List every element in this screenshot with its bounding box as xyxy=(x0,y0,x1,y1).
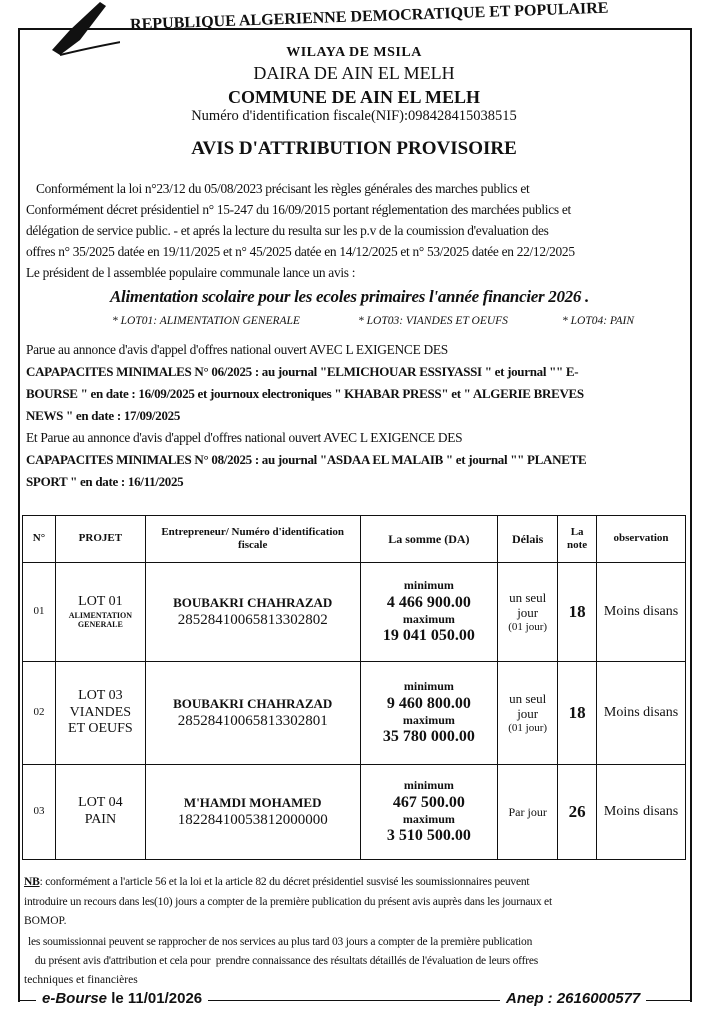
publication-line: CAPAPACITES MINIMALES N° 06/2025 : au journal "ELMICHOUAR ESSIYASSI " et journal "" E- xyxy=(26,364,579,379)
publication-line: Et Parue au annonce d'avis d'appel d'offres national ouvert AVEC L EXIGENCE DES xyxy=(26,430,463,445)
publication-line: BOURSE " en date : 16/09/2025 et journoux electroniques " KHABAR PRESS" et " ALGERIE BREVES xyxy=(26,386,584,401)
source-name: e-Bourse xyxy=(42,990,108,1007)
lot-item: * LOT04: PAIN xyxy=(562,315,634,327)
publication-line: CAPAPACITES MINIMALES N° 08/2025 : au journal "ASDAA EL MALAIB " et journal "" PLANETE xyxy=(26,452,587,467)
contractor-name: BOUBAKRI CHAHRAZAD xyxy=(173,595,333,611)
min-label: minimum xyxy=(403,679,454,694)
row-number: 03 xyxy=(23,765,56,860)
daira: DAIRA DE AIN EL MELH xyxy=(253,63,455,83)
delay: un seul jour xyxy=(509,589,547,621)
col-header: Délais xyxy=(498,516,558,563)
lot-item: * LOT01: ALIMENTATION GENERALE xyxy=(112,315,300,327)
attribution-table xyxy=(22,515,686,860)
nb-line xyxy=(24,876,529,888)
amount-cell xyxy=(360,765,498,860)
project-cell xyxy=(55,563,145,662)
max-label: maximum xyxy=(402,612,455,626)
publication-line: Parue au annonce d'avis d'appel d'offres national ouvert AVEC L EXIGENCE DES xyxy=(26,342,448,357)
min-amount: 4 466 900.00 xyxy=(386,593,471,611)
min-amount: 9 460 800.00 xyxy=(386,694,471,712)
amount-cell xyxy=(360,662,498,765)
project-cell xyxy=(55,765,145,860)
col-header: La note xyxy=(558,516,597,563)
anep-text: Anep : 2616000577 xyxy=(506,990,641,1007)
contractor-nif: 28528410065813302801 xyxy=(177,712,328,729)
wilaya: WILAYA DE MSILA xyxy=(286,45,422,60)
max-amount: 3 510 500.00 xyxy=(386,827,471,845)
max-amount: 19 041 050.00 xyxy=(382,627,475,645)
contractor-name: M'HAMDI MOHAMED xyxy=(183,795,322,811)
delay-cell xyxy=(498,563,558,662)
observation: Moins disans xyxy=(597,662,686,765)
nb-line: BOMOP. xyxy=(24,915,67,927)
nb-line: techniques et financières xyxy=(24,974,138,986)
table-row xyxy=(23,563,686,662)
lot-item: * LOT03: VIANDES ET OEUFS xyxy=(358,315,508,327)
delay-detail: (01 jour) xyxy=(508,621,548,633)
intro-line: délégation de service public. - et aprés la lecture du resulta sur les p.v de la coumission d'evaluation des xyxy=(26,223,549,238)
score: 26 xyxy=(558,765,597,860)
delay: un seul jour xyxy=(509,690,547,722)
min-label: minimum xyxy=(403,778,454,793)
table-header-row xyxy=(23,516,686,563)
publication-line: NEWS " en date : 17/09/2025 xyxy=(26,408,181,423)
row-number: 01 xyxy=(23,563,56,662)
col-header: observation xyxy=(597,516,686,563)
anep-number xyxy=(500,990,646,1007)
col-header: La somme (DA) xyxy=(360,516,498,563)
observation: Moins disans xyxy=(597,563,686,662)
contractor-cell xyxy=(145,765,360,860)
nb-text: : conformément a l'article 56 et la loi et la article 82 du décret présidentiel susvisé les soumissionnaires peuvent xyxy=(39,876,530,888)
min-amount: 467 500.00 xyxy=(392,793,465,811)
intro-line: Le président de l assemblée populaire communale lance un avis : xyxy=(26,265,356,280)
score: 18 xyxy=(558,662,597,765)
table-row xyxy=(23,765,686,860)
col-header: PROJET xyxy=(55,516,145,563)
nb-line: introduire un recours dans les(10) jours a compter de la première publication du présent avis auprès dans les journaux et xyxy=(24,896,552,908)
lot-description: PAIN xyxy=(84,812,117,827)
lot-label: LOT 03 xyxy=(78,687,123,703)
intro-line: Conformément la loi n°23/12 du 05/08/2023 précisant les règles générales des marches publics et xyxy=(36,181,530,196)
max-amount: 35 780 000.00 xyxy=(382,728,475,746)
score: 18 xyxy=(558,563,597,662)
commune: COMMUNE DE AIN EL MELH xyxy=(227,87,481,107)
row-number: 02 xyxy=(23,662,56,765)
max-label: maximum xyxy=(402,812,455,826)
nb-line: du présent avis d'attribution et cela pour prendre connaissance des résultats détaillés de l'évaluation de leurs offres xyxy=(24,955,539,967)
table-row xyxy=(23,662,686,765)
project-cell xyxy=(55,662,145,765)
max-label: maximum xyxy=(402,713,455,727)
contractor-cell xyxy=(145,662,360,765)
col-header: Entrepreneur/ Numéro d'identification fiscale xyxy=(145,516,360,563)
nb-label: NB xyxy=(24,876,40,888)
delay-cell xyxy=(498,662,558,765)
contractor-nif: 18228410053812000000 xyxy=(177,811,328,828)
lot-label: LOT 04 xyxy=(78,795,123,811)
col-header: N° xyxy=(23,516,56,563)
delay-detail: (01 jour) xyxy=(508,722,548,734)
lot-description: ALIMENTATION GENERALE xyxy=(68,610,133,630)
intro-line: offres n° 35/2025 datée en 19/11/2025 et n° 45/2025 datée en 14/12/2025 et n° 53/2025 datée en 22/12/2025 xyxy=(26,244,575,259)
footer-source xyxy=(36,990,208,1007)
publication-line: SPORT " en date : 16/11/2025 xyxy=(26,474,184,489)
subject: Alimentation scolaire pour les ecoles primaires l'année financier 2026 . xyxy=(110,287,589,306)
delay-cell xyxy=(498,765,558,860)
delay: Par jour xyxy=(508,804,547,819)
min-label: minimum xyxy=(403,578,454,593)
lot-description: VIANDES ET OEUFS xyxy=(68,704,133,737)
lot-label: LOT 01 xyxy=(78,594,123,609)
nb-line: les soumissionnai peuvent se rapprocher de nos services au plus tard 03 jours a compter de la première publication xyxy=(28,936,533,948)
publication-date: le 11/01/2026 xyxy=(111,990,203,1007)
contractor-nif: 28528410065813302802 xyxy=(177,611,328,628)
republic-heading: REPUBLIQUE ALGERIENNE DEMOCRATIQUE ET POPULAIRE xyxy=(129,0,609,34)
contractor-cell xyxy=(145,563,360,662)
intro-line: Conformément décret présidentiel n° 15-247 du 16/09/2015 portant réglementation des marchées publics et xyxy=(26,202,571,217)
notice-title: AVIS D'ATTRIBUTION PROVISOIRE xyxy=(191,138,517,159)
contractor-name: BOUBAKRI CHAHRAZAD xyxy=(173,696,333,712)
amount-cell xyxy=(360,563,498,662)
observation: Moins disans xyxy=(597,765,686,860)
nif: Numéro d'identification fiscale(NIF):098428415038515 xyxy=(191,108,517,124)
